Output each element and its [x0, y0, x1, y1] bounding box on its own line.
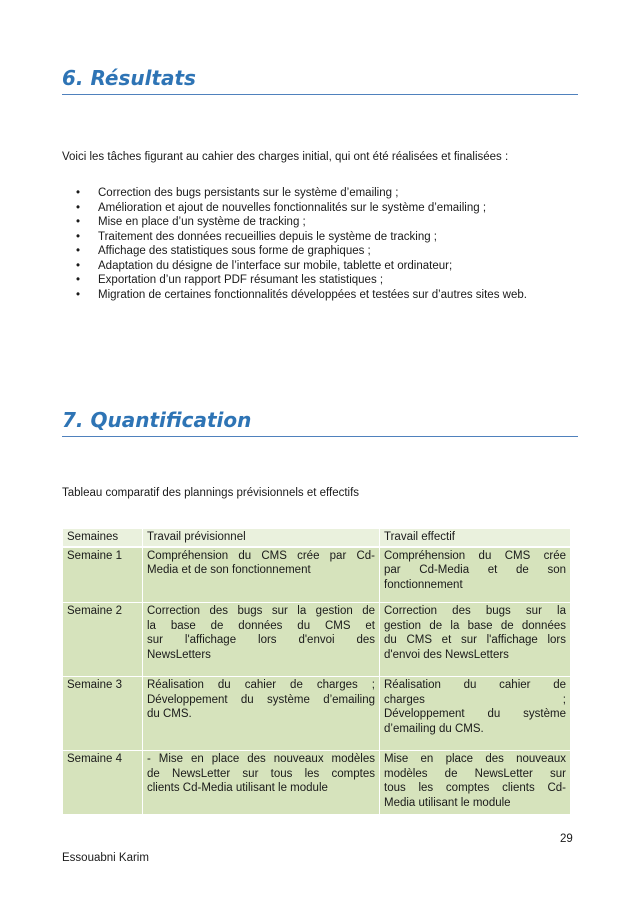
header-actual-work: Travail effectif: [380, 529, 571, 547]
table-body: [63, 529, 571, 815]
table-row: [63, 547, 571, 603]
planned-work-line: - Mise en place des nouveaux modèles: [147, 753, 375, 765]
section-6-title: 6. Résultats: [62, 66, 578, 95]
actual-work-line: Mise en place des nouveaux: [384, 753, 566, 765]
page-number: 29: [560, 833, 573, 845]
bullet-icon: •: [76, 274, 81, 286]
list-item-text: Mise en place d’un système de tracking ;: [98, 216, 306, 228]
bullet-icon: •: [76, 288, 81, 301]
planned-work-cell: [143, 677, 380, 751]
planned-work-line: sur l'affichage lors d'envoi des: [147, 634, 375, 646]
table-row: [63, 751, 571, 815]
planned-work-line: Développement du système d’emailing: [147, 693, 375, 706]
list-item: [62, 259, 578, 274]
actual-work-cell: [380, 547, 571, 603]
table-row: [63, 677, 571, 751]
actual-work-line: Media utilisant le module: [384, 796, 511, 809]
planned-work-line: de NewsLetter sur tous les comptes: [147, 767, 375, 780]
planned-work-line: la base de données du CMS et: [147, 619, 375, 632]
list-item: [62, 186, 578, 201]
planned-work-line: clients Cd-Media utilisant le module: [147, 782, 328, 794]
planning-comparison-table: [62, 528, 571, 815]
list-item-text: Correction des bugs persistants sur le système d’emailing ;: [98, 187, 399, 199]
planned-work-line: NewsLetters: [147, 648, 211, 661]
list-item-text: Affichage des statistiques sous forme de graphiques ;: [98, 245, 371, 257]
list-item-text: Adaptation du désigne de l’interface sur mobile, tablette et ordinateur;: [98, 259, 453, 272]
actual-work-line: tous les comptes clients Cd-: [384, 782, 566, 794]
results-list: [62, 186, 578, 302]
planned-work-line: du CMS.: [147, 708, 192, 720]
actual-work-line: du CMS et sur l'affichage lors: [384, 634, 566, 646]
actual-work-line: Correction des bugs sur la: [384, 605, 566, 617]
bullet-icon: •: [76, 201, 81, 214]
list-item: [62, 201, 578, 216]
planned-work-line: Media et de son fonctionnement: [147, 564, 311, 576]
list-item: [62, 273, 578, 288]
actual-work-line: Réalisation du cahier de: [384, 679, 566, 691]
planned-work-line: Compréhension du CMS crée par Cd-: [147, 549, 375, 562]
list-item-text: Amélioration et ajout de nouvelles fonctionnalités sur le système d’emailing ;: [98, 201, 487, 214]
list-item-text: Exportation d’un rapport PDF résumant les statistiques ;: [98, 274, 384, 286]
author-name: Essouabni Karim: [62, 852, 149, 864]
actual-work-line: par Cd-Media et de son: [384, 564, 566, 576]
list-item: [62, 244, 578, 259]
list-item: [62, 215, 578, 230]
actual-work-line: modèles de NewsLetter sur: [384, 767, 566, 780]
bullet-icon: •: [76, 259, 81, 272]
actual-work-line: d’emailing du CMS.: [384, 722, 484, 735]
section-7-title: 7. Quantification: [62, 408, 578, 437]
list-item-text: Traitement des données recueillies depuis le système de tracking ;: [98, 230, 437, 243]
planned-work-cell: [143, 603, 380, 677]
week-cell: Semaine 4: [63, 751, 143, 815]
planned-work-cell: [143, 547, 380, 603]
actual-work-line: Compréhension du CMS crée: [384, 549, 566, 562]
table-header-row: [63, 529, 571, 547]
list-item: [62, 230, 578, 245]
table-row: [63, 603, 571, 677]
actual-work-line: fonctionnement: [384, 578, 463, 591]
actual-work-cell: [380, 751, 571, 815]
week-cell: Semaine 1: [63, 547, 143, 603]
bullet-icon: •: [76, 230, 81, 243]
bullet-icon: •: [76, 245, 81, 257]
actual-work-line: gestion de la base de données: [384, 619, 566, 632]
header-planned-work: Travail prévisionnel: [143, 529, 380, 547]
planned-work-line: Correction des bugs sur la gestion de: [147, 605, 375, 617]
bullet-icon: •: [76, 216, 81, 228]
list-item-text: Migration de certaines fonctionnalités développées et testées sur d’autres sites web.: [98, 288, 527, 301]
actual-work-line: Développement du système: [384, 708, 566, 720]
actual-work-cell: [380, 677, 571, 751]
actual-work-cell: [380, 603, 571, 677]
header-weeks: Semaines: [63, 529, 143, 547]
list-item: [62, 288, 578, 303]
planned-work-line: Réalisation du cahier de charges ;: [147, 679, 375, 691]
planned-work-cell: [143, 751, 380, 815]
actual-work-line: charges ;: [384, 693, 566, 706]
table-caption: Tableau comparatif des plannings prévisionnels et effectifs: [62, 487, 360, 499]
week-cell: Semaine 2: [63, 603, 143, 677]
bullet-icon: •: [76, 187, 81, 199]
actual-work-line: d'envoi des NewsLetters: [384, 648, 509, 661]
results-intro: Voici les tâches figurant au cahier des charges initial, qui ont été réalisées et finalisées :: [62, 151, 509, 163]
week-cell: Semaine 3: [63, 677, 143, 751]
